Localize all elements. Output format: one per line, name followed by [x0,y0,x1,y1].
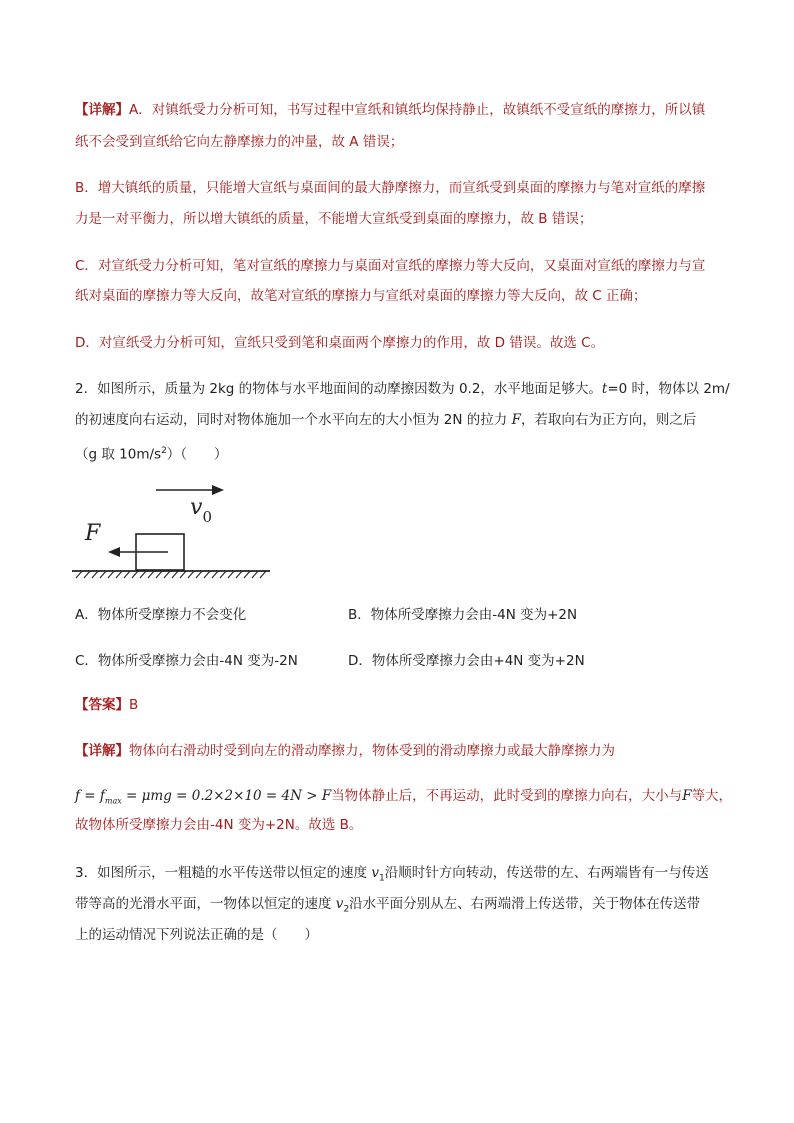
q2-line2: 的初速度向右运动，同时对物体施加一个水平向左的大小恒为 2N 的拉力 F，若取向右为正方向，则之后 [75,412,697,428]
explain1-d-line: D．对宣纸受力分析可知，宣纸只受到笔和桌面两个摩擦力的作用，故 D 错误。故选 C。 [75,335,605,351]
q2-option-c: C．物体所受摩擦力会由-4N 变为-2N [75,653,298,669]
q2-explain-line2: $f = f_{max} = \mu mg = 0.2\times 2\times 10 = 4N > F$当物体静止后，不再运动，此时受到的摩擦力向右，大小与F等大， [75,788,733,806]
ground-hatching [76,571,266,578]
q2-line3: （g 取 $10m/s^2$）（ ） [75,446,228,463]
explain1-b-line1: B．增大镇纸的质量，只能增大宣纸与桌面间的最大静摩擦力，而宣纸受到桌面的摩擦力与笔对宣纸的摩擦 [75,180,706,196]
q3-line1: 3．如图所示，一粗糙的水平传送带以恒定的速度 $v_1$沿顺时针方向转动，传送带的左、右两端皆有一与传送 [75,865,709,884]
q3-line2: 带等高的光滑水平面，一物体以恒定的速度 $v_2$沿水平面分别从左、右两端滑上传送带，关于物体在传送带 [75,896,701,915]
friction-formula: $f = f_{max} = \mu mg = 0.2\times 2\times 10 = 4N > F$ [75,788,332,806]
explain-tag: 【详解】 [75,102,129,118]
velocity-arrowhead [212,485,224,495]
q2-answer: 【答案】B [75,697,139,713]
q2-option-d: D．物体所受摩擦力会由+4N 变为+2N [348,653,585,669]
label-v0: $v_0$ [190,495,212,526]
explain1-a-line1: 【详解】A．对镇纸受力分析可知，书写过程中宣纸和镇纸均保持静止，故镇纸不受宣纸的摩擦力，所以镇 [75,102,706,118]
q2-explain-line1: 【详解】物体向右滑动时受到向左的滑动摩擦力，物体受到的滑动摩擦力或最大静摩擦力为 [75,743,615,759]
explain1-a-line2: 纸不会受到宣纸给它向左静摩擦力的冲量，故 A 错误； [75,134,404,150]
explain1-c-line1: C．对宣纸受力分析可知，笔对宣纸的摩擦力与桌面对宣纸的摩擦力等大反向，又桌面对宣纸的摩擦力与宣 [75,258,706,274]
force-arrowhead [108,547,120,557]
explain1-c-line2: 纸对桌面的摩擦力等大反向，故笔对宣纸的摩擦力与宣纸对桌面的摩擦力等大反向，故 C 正确； [75,288,647,304]
q2-option-a: A．物体所受摩擦力不会变化 [75,607,247,623]
label-F: F [85,521,101,546]
explain1-b-line2: 力是一对平衡力，所以增大镇纸的质量，不能增大宣纸受到桌面的摩擦力，故 B 错误； [75,211,593,227]
q2-explain-line3: 故物体所受摩擦力会由-4N 变为+2N。故选 B。 [75,817,363,833]
q2-diagram [70,478,280,588]
q2-line1: 2．如图所示，质量为 2kg 的物体与水平地面间的动摩擦因数为 0.2，水平地面足够大。t=0 时，物体以 2m/ [75,381,730,397]
q3-line3: 上的运动情况下列说法正确的是（ ） [75,927,318,943]
q2-option-b: B．物体所受摩擦力会由-4N 变为+2N [348,607,578,623]
